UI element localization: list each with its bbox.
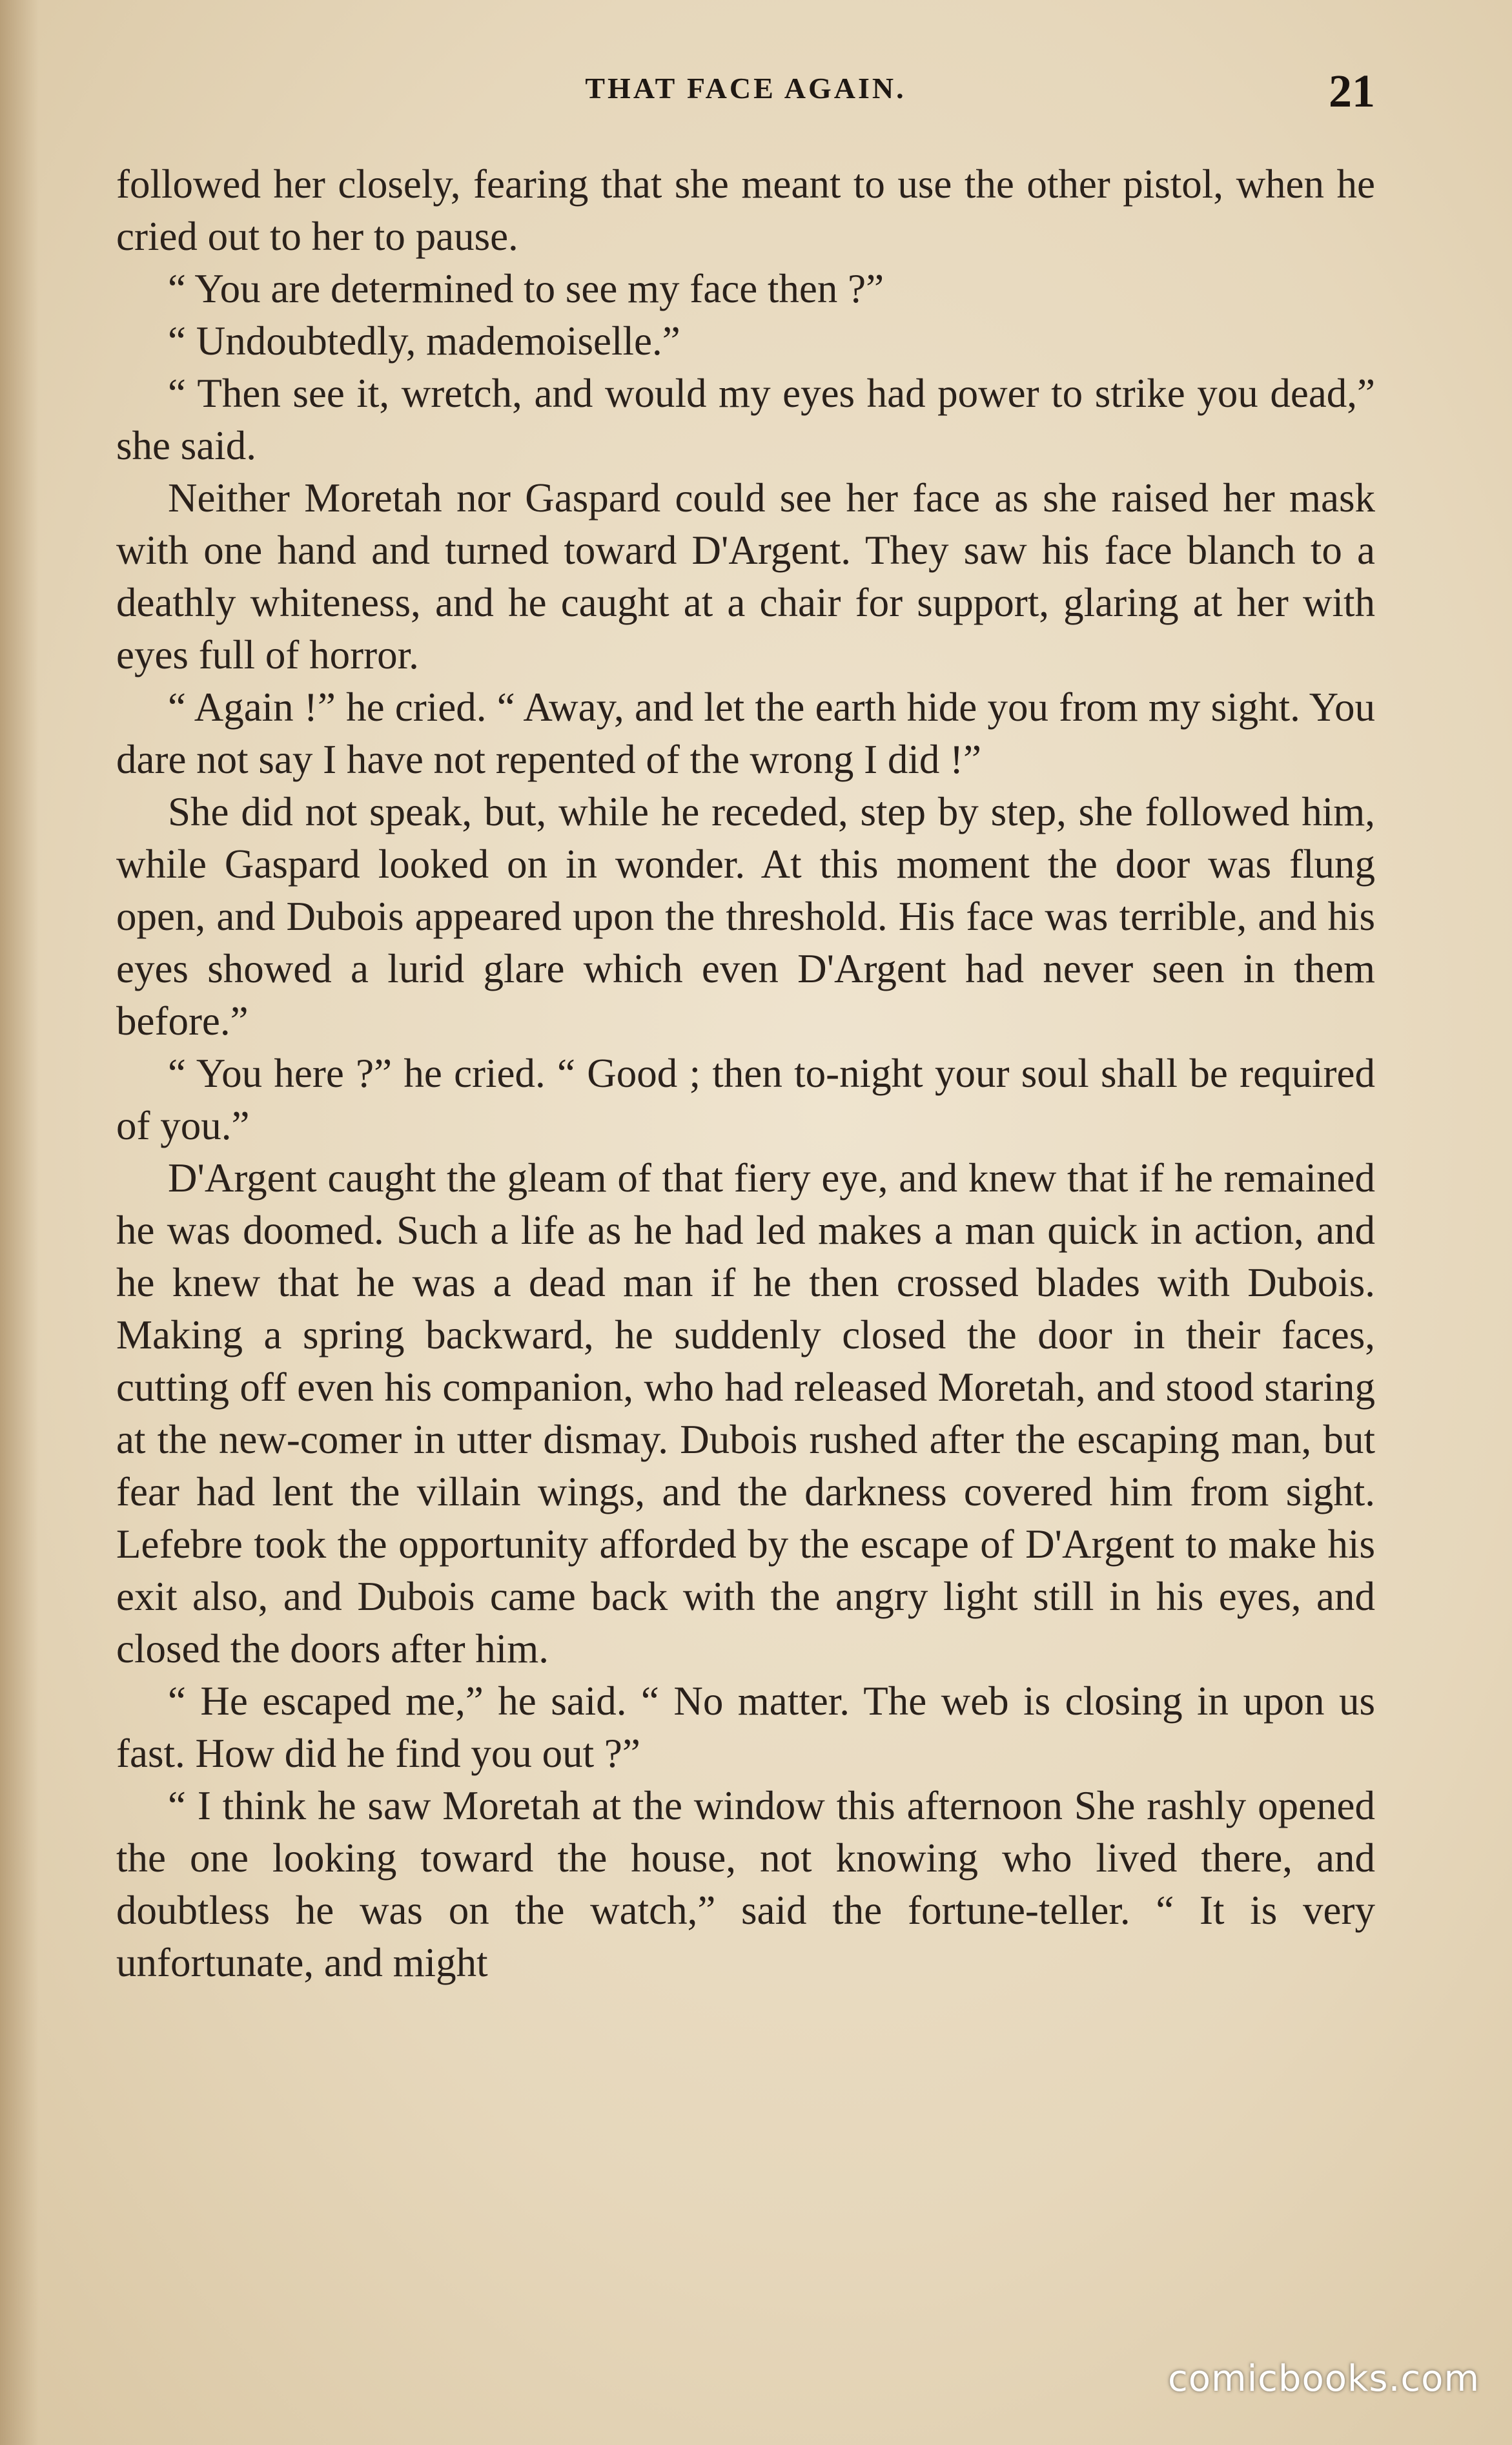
page-number: 21: [1329, 65, 1375, 117]
paragraph: followed her closely, fearing that she meant to use the other pistol, when he cried out to her to pause.: [116, 161, 1375, 259]
site-watermark: comicbooks.com: [1167, 2358, 1480, 2400]
body-text: [116, 158, 1375, 1989]
running-title: THAT FACE AGAIN.: [585, 72, 906, 105]
paragraph: “ I think he saw Moretah at the window this afternoon She rashly opened the one looking toward the house, not knowing who lived there, and doubtless he was on the watch,” said the fortune-teller. “ It is very unfortunate, and might: [116, 1783, 1375, 1985]
running-header: [116, 65, 1375, 123]
paragraph: “ You here ?” he cried. “ Good ; then to-night your soul shall be required of you.”: [116, 1051, 1375, 1148]
paragraph: Neither Moretah nor Gaspard could see her face as she raised her mask with one hand and turned toward D'Argent. They saw his face blanch to a deathly whiteness, and he caught at a chair for support, glaring at her with eyes full of horror.: [116, 475, 1375, 677]
paragraph: “ He escaped me,” he said. “ No matter. The web is closing in upon us fast. How did he find you out ?”: [116, 1678, 1375, 1776]
paragraph: She did not speak, but, while he receded, step by step, she followed him, while Gaspard looked on in wonder. At this moment the door was flung open, and Dubois appeared upon the threshold. His face was terrible, and his eyes showed a lurid glare which even D'Argent had never seen in them before.”: [116, 789, 1375, 1044]
page-edge-shadow: [0, 0, 39, 2445]
paragraph: “ Again !” he cried. “ Away, and let the earth hide you from my sight. You dare not say I have not repented of the wrong I did !”: [116, 685, 1375, 782]
paragraph: “ You are determined to see my face then ?”: [168, 266, 884, 311]
paragraph: D'Argent caught the gleam of that fiery eye, and knew that if he remained he was doomed. Such a life as he had led makes a man quick in action, and he knew that he was a dead man if he then crossed blades with Dubois. Making a spring backward, he suddenly closed the door in their faces, cutting off even his companion, who had released Moretah, and stood staring at the new-comer in utter dismay. Dubois rushed after the escaping man, but fear had lent the villain wings, and the darkness covered him from sight. Lefebre took the opportunity afforded by the escape of D'Argent to make his exit also, and Dubois came back with the angry light still in his eyes, and closed the doors after him.: [116, 1155, 1375, 1671]
paragraph: “ Undoubtedly, mademoiselle.”: [168, 318, 680, 364]
paragraph: “ Then see it, wretch, and would my eyes had power to strike you dead,” she said.: [116, 371, 1375, 468]
